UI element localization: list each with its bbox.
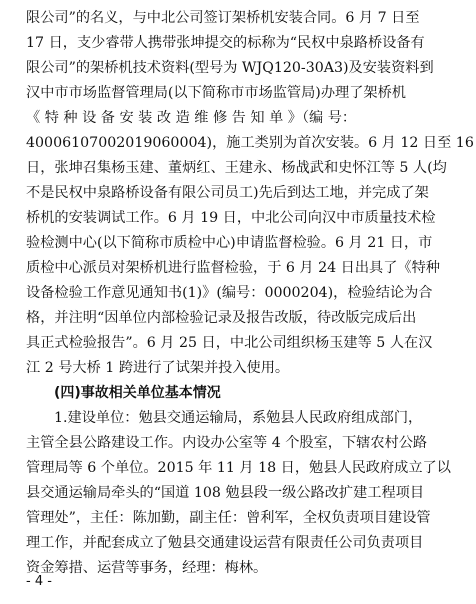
body-text-line: 桥机的安装调试工作。6 月 19 日，中北公司向汉中市质量技术检 (26, 210, 436, 226)
body-text-line: 汉中市市场监督管理局(以下简称市市场监管局)办理了架桥机 (26, 85, 406, 101)
section-heading: (四)事故相关单位基本情况 (54, 385, 221, 401)
body-text-line: 管理处”，主任：陈加勤，副主任：曾利军，全权负责项目建设管 (26, 510, 431, 526)
page-number: - 4 - (26, 574, 52, 589)
body-text-line: 资金筹措、运营等事务，经理：梅林。 (26, 560, 268, 576)
body-text-line: 具正式检验报告”。6 月 25 日，中北公司组织杨玉建等 5 人在汉 (26, 335, 433, 351)
body-text-line: 限公司”的架桥机技术资料(型号为 WJQ120-30A3)及安装资料到 (26, 60, 434, 76)
body-text-line: 限公司”的名义，与中北公司签订架桥机安装合同。6 月 7 日至 (26, 10, 420, 26)
body-text-line: 1.建设单位：勉县交通运输局，系勉县人民政府组成部门， (54, 410, 423, 426)
body-text-line: 江 2 号大桥 1 跨进行了试架并投入使用。 (26, 360, 290, 376)
body-text-line: 理工作，并配套成立了勉县交通建设运营有限责任公司负责项目 (26, 535, 424, 551)
body-text-line: 《 特 种 设 备 安 装 改 造 维 修 告 知 单 》（编 号： (26, 110, 357, 126)
body-text-line: 格，并注明“因单位内部检验记录及报告改版，待改版完成后出 (26, 310, 417, 326)
body-text-line: 管理局等 6 个单位。2015 年 11 月 18 日，勉县人民政府成立了以 (26, 460, 451, 476)
body-text-line: 不是民权中泉路桥设备有限公司员工)先后到达工地，并完成了架 (26, 185, 429, 201)
body-text-line: 设备检验工作意见通知书(1)》(编号：0000204)，检验结论为合 (26, 285, 433, 301)
body-text-line: 日，张坤召集杨玉建、董炳红、王建永、杨战武和史怀江等 5 人(均 (26, 160, 447, 176)
body-text-line: 县交通运输局牵头的“国道 108 勉县段一级公路改扩建工程项目 (26, 485, 425, 501)
body-text-line: 质检中心派员对架桥机进行监督检验，于 6 月 24 日出具了《特种 (26, 260, 440, 276)
body-text-line: 40006107002019060004)，施工类别为首次安装。6 月 12 日至 16 (26, 135, 474, 151)
body-text-line: 主管全县公路建设工作。内设办公室等 4 个股室，下辖农村公路 (26, 435, 428, 451)
body-text-line: 验检测中心(以下简称市质检中心)申请监督检验。6 月 21 日，市 (26, 235, 433, 251)
body-text-line: 17 日，支少睿带人携带张坤提交的标称为“民权中泉路桥设备有 (26, 35, 425, 51)
